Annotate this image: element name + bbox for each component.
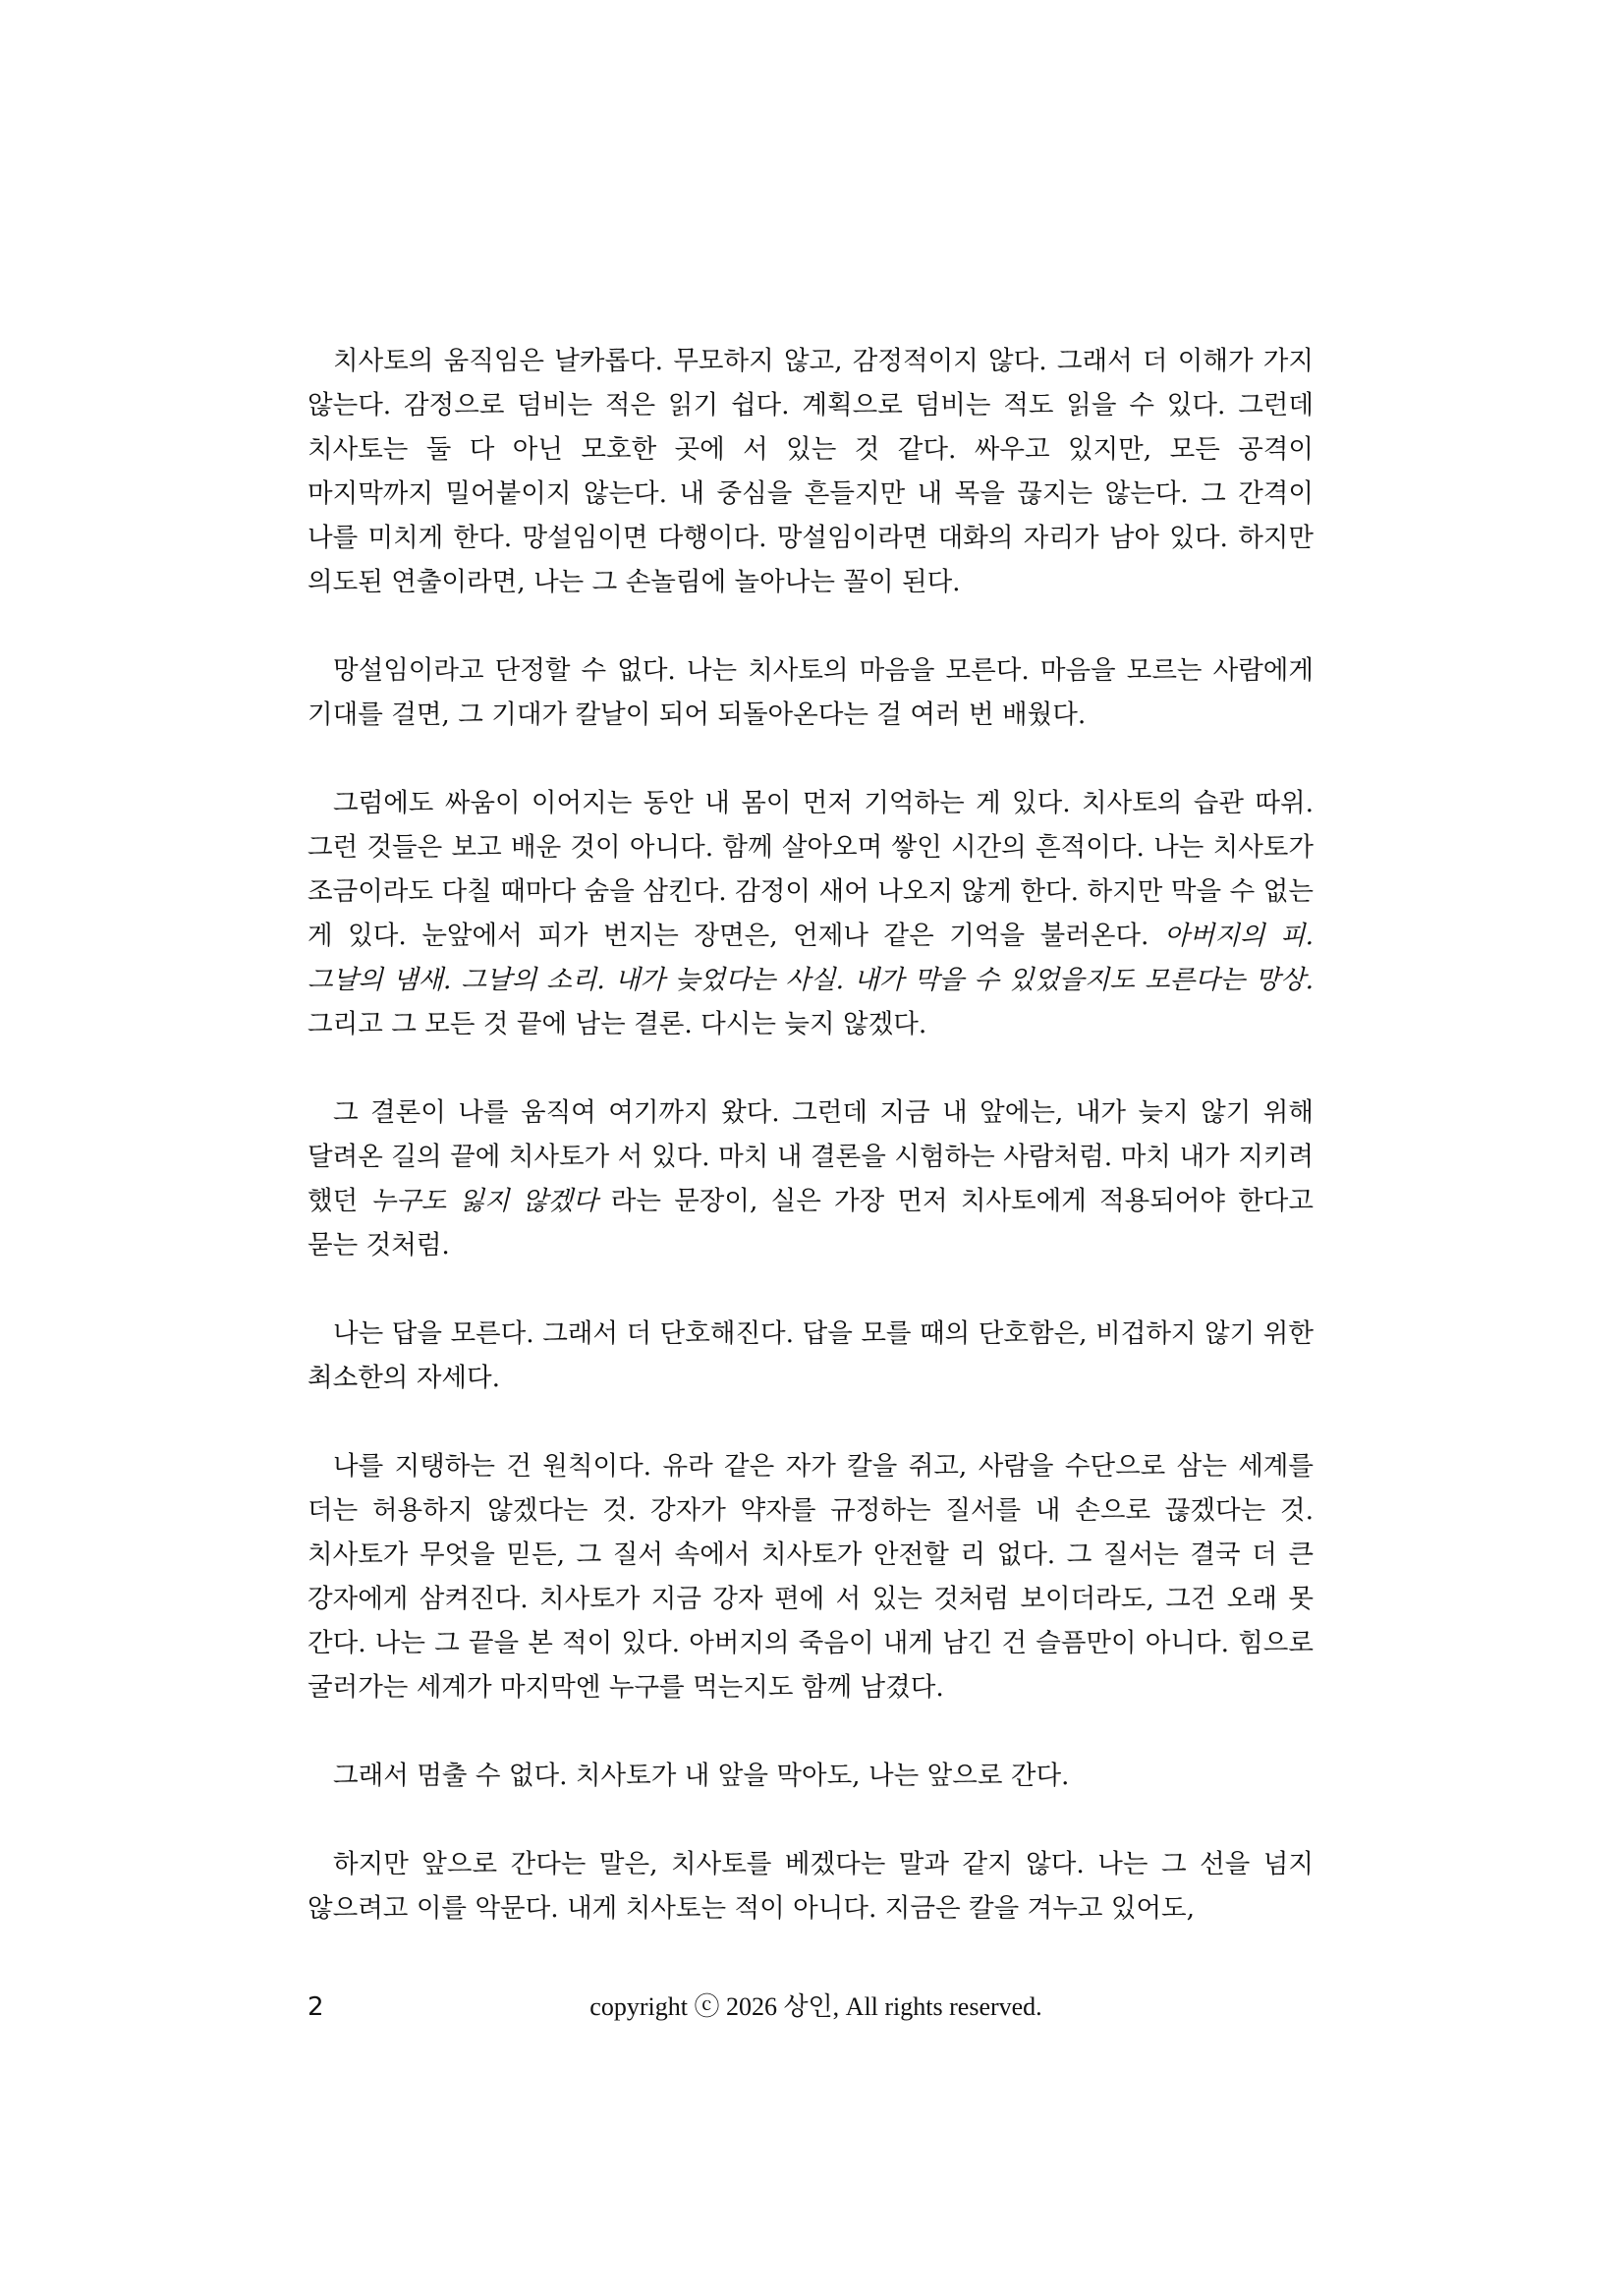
body-text	[308, 339, 1314, 1931]
paragraph	[308, 1842, 1314, 1931]
text-segment: 나를 지탱하는 건 원칙이다. 유라 같은 자가 칼을 쥐고, 사람을 수단으로 삼는 세계를 더는 허용하지 않겠다는 것. 강자가 약자를 규정하는 질서를 내 손으로 끊겠다는 것. 치사토가 무엇을 믿든, 그 질서 속에서 치사토가 안전할 리 없다. 그 질서는 결국 더 큰 강자에게 삼켜진다. 치사토가 지금 강자 편에 서 있는 것처럼 보이더라도, 그건 오래 못 간다. 나는 그 끝을 본 적이 있다. 아버지의 죽음이 내게 남긴 건 슬픔만이 아니다. 힘으로 굴러가는 세계가 마지막엔 누구를 먹는지도 함께 남겼다.	[308, 1451, 1314, 1703]
paragraph	[308, 1754, 1314, 1798]
text-segment: 치사토의 움직임은 날카롭다. 무모하지 않고, 감정적이지 않다. 그래서 더 이해가 가지 않는다. 감정으로 덤비는 적은 읽기 쉽다. 계획으로 덤비는 적도 읽을 수 있다. 그런데 치사토는 둘 다 아닌 모호한 곳에 서 있는 것 같다. 싸우고 있지만, 모든 공격이 마지막까지 밀어붙이지 않는다. 내 중심을 흔들지만 내 목을 끊지는 않는다. 그 간격이 나를 미치게 한다. 망설임이면 다행이다. 망설임이라면 대화의 자리가 남아 있다. 하지만 의도된 연출이라면, 나는 그 손놀림에 놀아나는 꼴이 된다.	[308, 346, 1314, 597]
text-segment: 망설임이라고 단정할 수 없다. 나는 치사토의 마음을 모른다. 마음을 모르는 사람에게 기대를 걸면, 그 기대가 칼날이 되어 되돌아온다는 걸 여러 번 배웠다.	[308, 655, 1314, 730]
text-segment: 그래서 멈출 수 없다. 치사토가 내 앞을 막아도, 나는 앞으로 간다.	[333, 1761, 1070, 1791]
text-segment: 그리고 그 모든 것 끝에 남는 결론. 다시는 늦지 않겠다.	[308, 1009, 927, 1039]
text-segment: 나는 답을 모른다. 그래서 더 단호해진다. 답을 모를 때의 단호함은, 비겁하지 않기 위한 최소한의 자세다.	[308, 1318, 1314, 1393]
text-segment: 하지만 앞으로 간다는 말은, 치사토를 베겠다는 말과 같지 않다. 나는 그 선을 넘지 않으려고 이를 악문다. 내게 치사토는 적이 아니다. 지금은 칼을 겨누고 있어도,	[308, 1849, 1314, 1924]
paragraph	[308, 781, 1314, 1046]
page-number: 2	[308, 1992, 324, 2022]
paragraph	[308, 1444, 1314, 1709]
text-segment: 그 결론이 나를 움직여 여기까지 왔다. 그런데 지금 내 앞에는, 내가 늦지 않기 위해 달려온 길의 끝에 치사토가 서 있다. 마치 내 결론을 시험하는 사람처럼. 마치 내가 지키려 했던	[308, 1097, 1314, 1216]
text-segment: 라는 문장이, 실은 가장 먼저 치사토에게 적용되어야 한다고 묻는 것처럼.	[308, 1186, 1315, 1260]
paragraph	[308, 648, 1314, 737]
paragraph	[308, 339, 1314, 604]
text-segment: 그럼에도 싸움이 이어지는 동안 내 몸이 먼저 기억하는 게 있다. 치사토의 습관 따위. 그런 것들은 보고 배운 것이 아니다. 함께 살아오며 쌓인 시간의 흔적이다. 나는 치사토가 조금이라도 다칠 때마다 숨을 삼킨다. 감정이 새어 나오지 않게 한다. 하지만 막을 수 없는 게 있다. 눈앞에서 피가 번지는 장면은, 언제나 같은 기억을 불러온다.	[308, 788, 1314, 951]
italic-text-segment: 누구도 잃지 않겠다	[370, 1186, 598, 1216]
paragraph	[308, 1312, 1314, 1400]
copyright-footer: copyright ⓒ 2026 상인, All rights reserved.	[589, 1992, 1042, 2021]
italic-text-segment: 아버지의 피. 그날의 냄새. 그날의 소리. 내가 늦었다는 사실. 내가 막을 수 있었을지도 모른다는 망상.	[308, 921, 1314, 995]
paragraph	[308, 1091, 1314, 1267]
